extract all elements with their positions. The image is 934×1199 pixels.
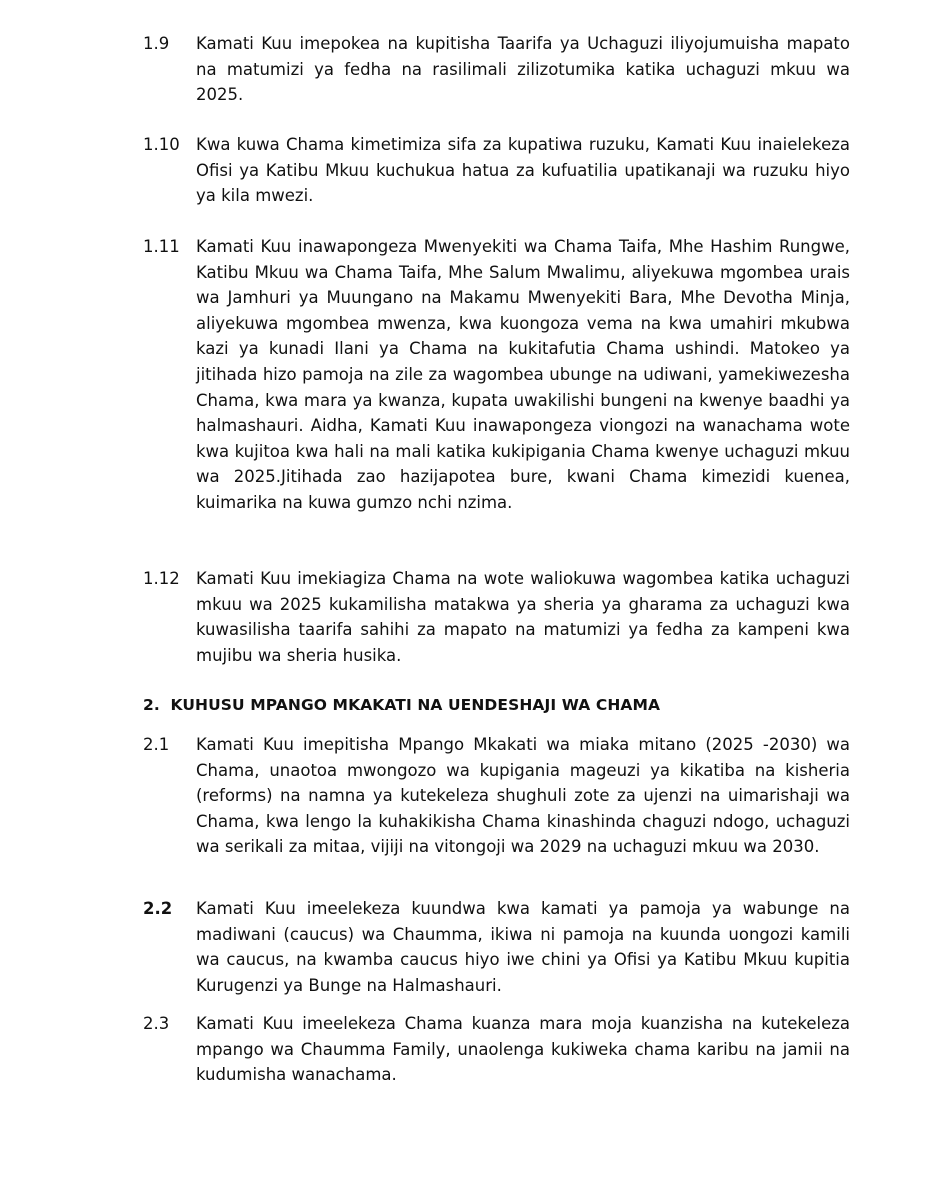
paragraph-number: 1.12 [143, 569, 180, 588]
paragraph-number: 1.10 [143, 135, 180, 154]
paragraph-1-11 [143, 234, 850, 516]
paragraph-text: Kamati Kuu imeelekeza Chama kuanza mara moja kuanzisha na kutekeleza mpango wa Chaumma Family, unaolenga kukiweka chama karibu na jamii na kudumisha wanachama. [196, 1014, 850, 1085]
paragraph-number: 1.9 [143, 34, 170, 53]
section-number: 2. [143, 696, 160, 714]
paragraph-text: Kamati Kuu imeelekeza kuundwa kwa kamati ya pamoja ya wabunge na madiwani (caucus) wa Chaumma, ikiwa ni pamoja na kuunda uongozi kamili wa caucus, na kwamba caucus hiyo iwe chini ya Ofisi ya Katibu Mkuu kupitia Kurugenzi ya Bunge na Halmashauri. [196, 899, 850, 995]
paragraph-1-10 [143, 132, 850, 209]
paragraph-number: 2.3 [143, 1014, 170, 1033]
paragraph-text: Kwa kuwa Chama kimetimiza sifa za kupatiwa ruzuku, Kamati Kuu inaielekeza Ofisi ya Katibu Mkuu kuchukua hatua za kufuatilia upatikanaji wa ruzuku hiyo ya kila mwezi. [196, 135, 850, 206]
paragraph-number: 2.1 [143, 735, 170, 754]
paragraph-2-2 [143, 896, 850, 998]
paragraph-1-9 [143, 31, 850, 108]
paragraph-text: Kamati Kuu imepitisha Mpango Mkakati wa miaka mitano (2025 -2030) wa Chama, unaotoa mwongozo wa kupigania mageuzi ya kikatiba na kisheria (reforms) na namna ya kutekeleza shughuli zote za ujenzi na uimarishaji wa Chama, kwa lengo la kuhakikisha Chama kinashinda chaguzi ndogo, uchaguzi wa serikali za mitaa, vijiji na vitongoji wa 2029 na uchaguzi mkuu wa 2030. [196, 735, 850, 857]
section-title: KUHUSU MPANGO MKAKATI NA UENDESHAJI WA CHAMA [170, 696, 661, 714]
paragraph-1-12 [143, 566, 850, 668]
section-2-heading [143, 694, 660, 716]
paragraph-number: 1.11 [143, 237, 180, 256]
paragraph-text: Kamati Kuu imepokea na kupitisha Taarifa ya Uchaguzi iliyojumuisha mapato na matumizi ya fedha na rasilimali zilizotumika katika uchaguzi mkuu wa 2025. [196, 34, 850, 105]
paragraph-text: Kamati Kuu imekiagiza Chama na wote waliokuwa wagombea katika uchaguzi mkuu wa 2025 kukamilisha matakwa ya sheria ya gharama za uchaguzi kwa kuwasilisha taarifa sahihi za mapato na matumizi ya fedha za kampeni kwa mujibu wa sheria husika. [196, 569, 850, 665]
paragraph-number: 2.2 [143, 899, 173, 918]
paragraph-text: Kamati Kuu inawapongeza Mwenyekiti wa Chama Taifa, Mhe Hashim Rungwe, Katibu Mkuu wa Chama Taifa, Mhe Salum Mwalimu, aliyekuwa mgombea urais wa Jamhuri ya Muungano na Makamu Mwenyekiti Bara, Mhe Devotha Minja, aliyekuwa mgombea mwenza, kwa kuongoza vema na kwa umahiri mkubwa kazi ya kunadi Ilani ya Chama na kukitafutia Chama ushindi. Matokeo ya jitihada hizo pamoja na zile za wagombea ubunge na udiwani, yamekiwezesha Chama, kwa mara ya kwanza, kupata uwakilishi bungeni na kwenye baadhi ya halmashauri. Aidha, Kamati Kuu inawapongeza viongozi na wanachama wote kwa kujitoa kwa hali na mali katika kukipigania Chama kwenye uchaguzi mkuu wa 2025.Jitihada zao hazijapotea bure, kwani Chama kimezidi kuenea, kuimarika na kuwa gumzo nchi nzima. [196, 237, 850, 512]
paragraph-2-1 [143, 732, 850, 860]
paragraph-2-3 [143, 1011, 850, 1088]
